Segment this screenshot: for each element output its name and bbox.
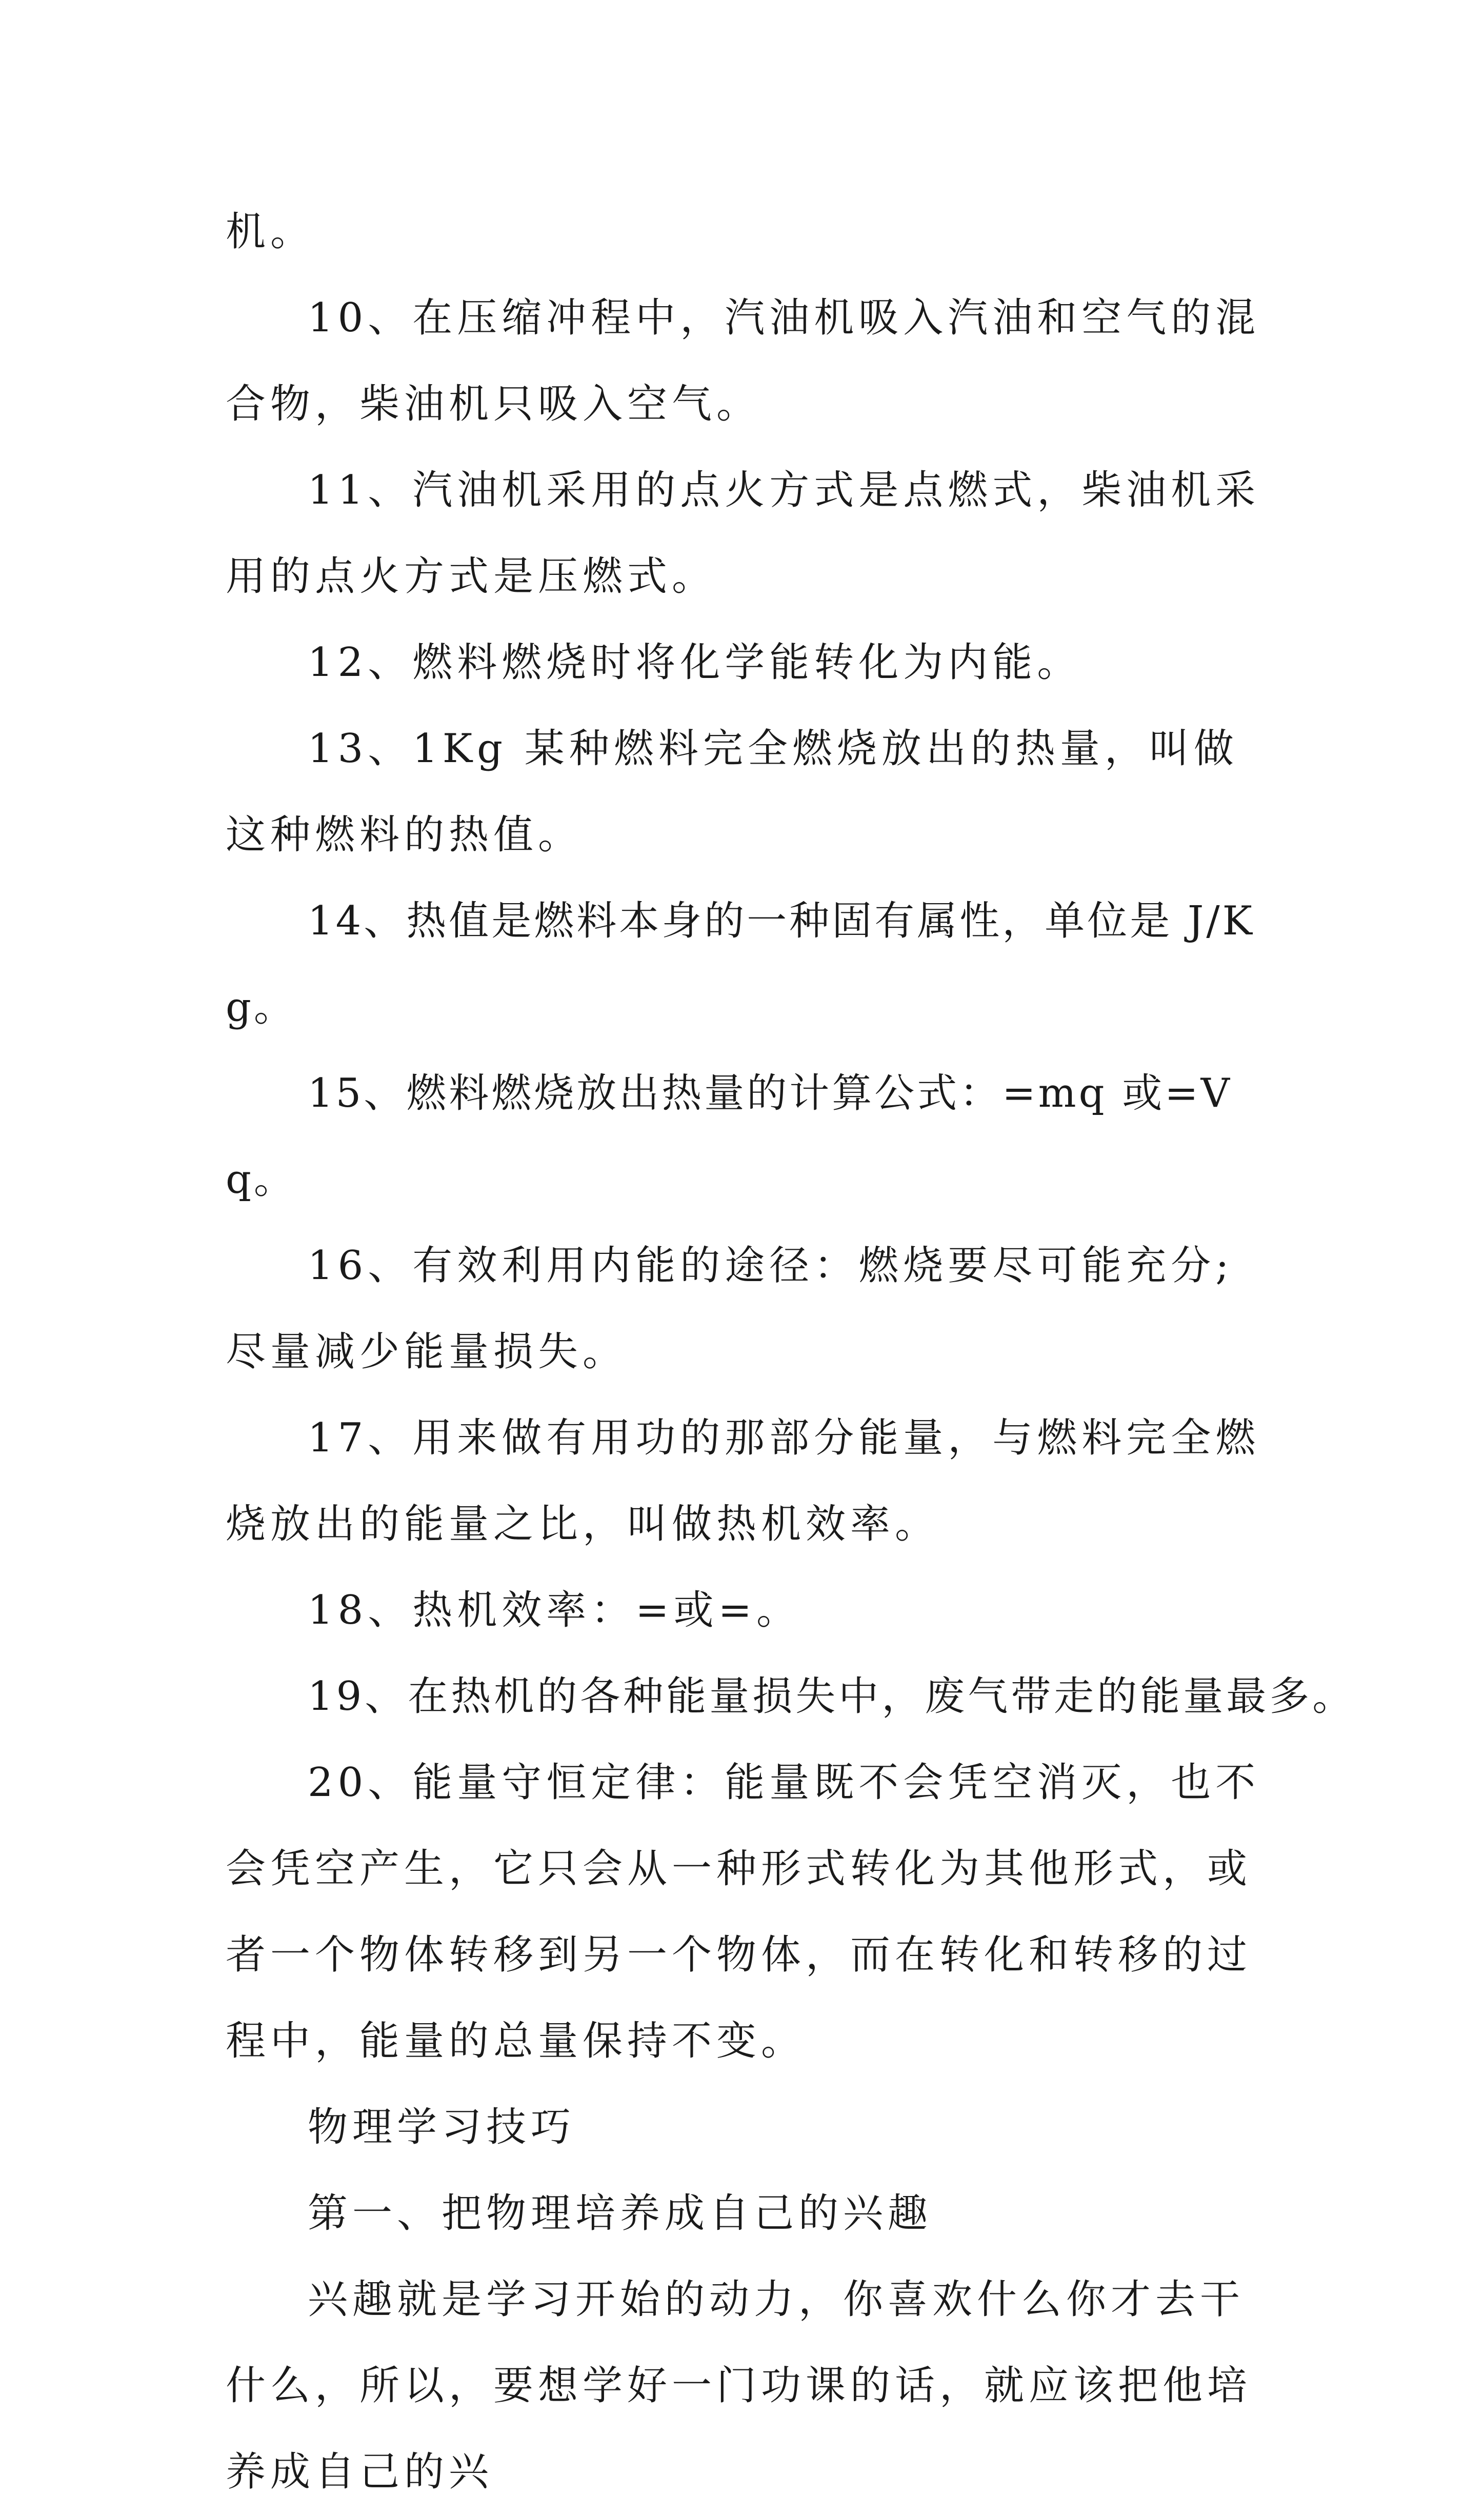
section-heading: 物理学习技巧	[308, 2104, 576, 2150]
paragraph-item-18: 18、热机效率：=或=。	[308, 1587, 801, 1633]
body-paragraph: 兴趣就是学习开始的动力，你喜欢什么你才去干什么，所以，要想学好一门功课的话，就应该把他培养成自己的兴	[226, 2277, 1252, 2495]
paragraph-continuation: 机。	[226, 209, 315, 255]
paragraph-item-11: 11、汽油机采用的点火方式是点燃式，柴油机采用的点火方式是压燃式。	[226, 467, 1260, 600]
paragraph-item-10: 10、在压缩冲程中，汽油机吸入汽油和空气的混合物，柴油机只吸入空气。	[226, 295, 1260, 427]
paragraph-item-12: 12、燃料燃烧时将化学能转化为内能。	[308, 640, 1082, 686]
paragraph-item-19: 19、在热机的各种能量损失中，废气带走的能量最多。	[308, 1673, 1356, 1720]
paragraph-item-16: 16、有效利用内能的途径：燃烧要尽可能充分;尽量减少能量损失。	[226, 1243, 1234, 1375]
paragraph-item-15: 15、燃料燃烧放出热量的计算公式：=mq 或=Vq。	[226, 1070, 1232, 1203]
paragraph-item-17: 17、用来做有用功的那部分能量，与燃料完全燃烧放出的能量之比，叫做热机效率。	[226, 1415, 1260, 1547]
paragraph-item-20: 20、能量守恒定律：能量既不会凭空消灭，也不会凭空产生，它只会从一种形式转化为其他形式，或者一个物体转移到另一个物体，而在转化和转移的过程中，能量的总量保持不变。	[226, 1760, 1260, 2064]
paragraph-item-14: 14、热值是燃料本身的一种固有属性，单位是 J/Kg。	[226, 898, 1255, 1030]
subsection-heading: 第一、把物理培养成自己的兴趣	[308, 2190, 933, 2237]
document-body	[226, 189, 1356, 2515]
paragraph-item-13: 13、1Kg 某种燃料完全燃烧放出的热量，叫做这种燃料的热值。	[226, 726, 1238, 858]
